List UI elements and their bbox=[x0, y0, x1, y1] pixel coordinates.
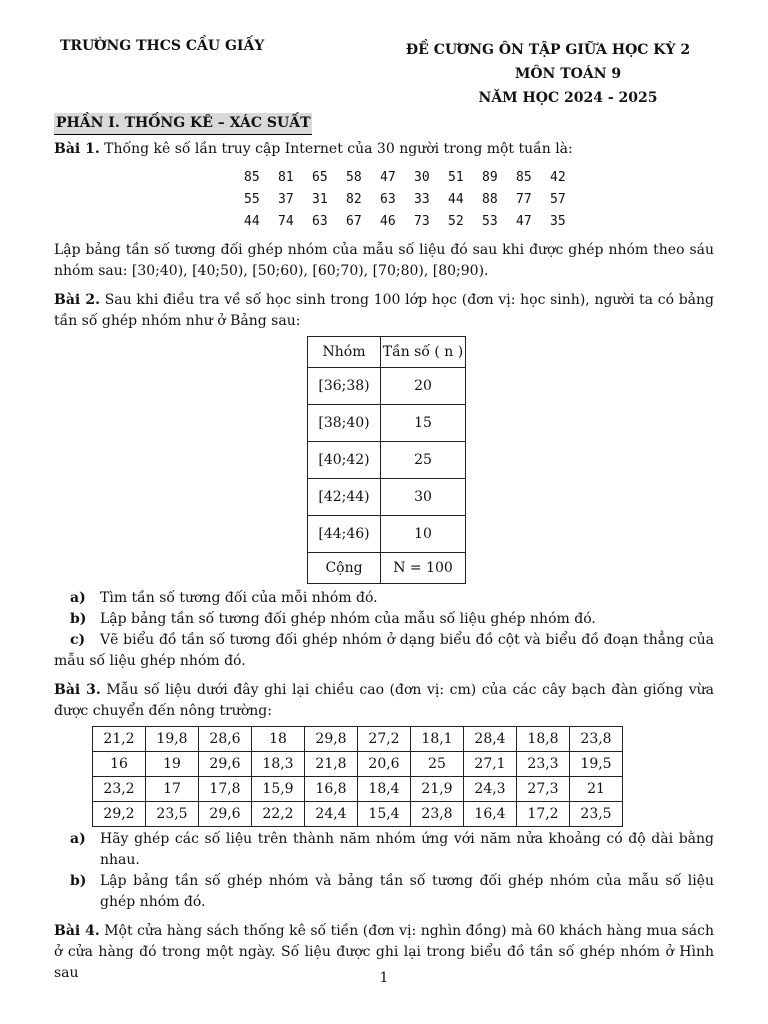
bai1-data-grid bbox=[244, 166, 584, 232]
height-cell: 29,2 bbox=[93, 802, 146, 827]
bai2-frequency-table bbox=[307, 336, 466, 584]
height-cell: 16,4 bbox=[464, 802, 517, 827]
page-number: 1 bbox=[379, 970, 389, 986]
list-item bbox=[54, 829, 714, 871]
bai3-height-table bbox=[92, 726, 623, 827]
height-cell: 27,2 bbox=[358, 727, 411, 752]
bai1-text: Thống kê số lần truy cập Internet của 30 người trong một tuần là: bbox=[99, 141, 573, 157]
data-cell: 53 bbox=[482, 213, 498, 229]
bai1-text2: Lập bảng tần số tương đối ghép nhóm của mẫu số liệu đó sau khi được ghép nhóm theo sáu nhóm sau: bbox=[54, 242, 714, 279]
item-text: Lập bảng tần số ghép nhóm và bảng tần số tương đối ghép nhóm của mẫu số liệu ghép nhóm đó. bbox=[100, 873, 714, 910]
height-cell: 23,2 bbox=[93, 777, 146, 802]
school-name: TRƯỜNG THCS CẦU GIẤY bbox=[60, 38, 265, 54]
data-cell: 77 bbox=[516, 191, 532, 207]
group-cell: [44;46) bbox=[308, 516, 381, 553]
height-cell: 23,8 bbox=[411, 802, 464, 827]
table-row bbox=[308, 405, 466, 442]
bai1-instruction bbox=[54, 240, 714, 282]
table-row bbox=[93, 727, 623, 752]
list-item bbox=[54, 588, 714, 609]
bai3-subquestions bbox=[54, 829, 714, 913]
main-content bbox=[54, 113, 714, 984]
heading-line-1: ĐỀ CƯƠNG ÔN TẬP GIỮA HỌC KỲ 2 bbox=[405, 42, 691, 58]
frequency-cell: 15 bbox=[381, 405, 466, 442]
frequency-cell: 10 bbox=[381, 516, 466, 553]
height-cell: 27,3 bbox=[517, 777, 570, 802]
data-cell: 47 bbox=[516, 213, 532, 229]
height-cell: 18,3 bbox=[252, 752, 305, 777]
bai1-intervals: [30;40), [40;50), [50;60), [60;70), [70;80), [80;90). bbox=[131, 263, 489, 279]
frequency-cell: 30 bbox=[381, 479, 466, 516]
height-cell: 18,8 bbox=[517, 727, 570, 752]
group-cell: [38;40) bbox=[308, 405, 381, 442]
height-cell: 23,8 bbox=[570, 727, 623, 752]
col-header-group: Nhóm bbox=[308, 337, 381, 368]
data-cell: 89 bbox=[482, 169, 498, 185]
height-cell: 18,1 bbox=[411, 727, 464, 752]
document-heading bbox=[398, 38, 698, 110]
data-cell: 35 bbox=[550, 213, 566, 229]
height-cell: 24,3 bbox=[464, 777, 517, 802]
item-text: Vẽ biểu đồ tần số tương đối ghép nhóm ở dạng biểu đồ cột và biểu đồ đoạn thẳng của mẫu số liệu ghép nhóm đó. bbox=[54, 632, 714, 669]
height-cell: 24,4 bbox=[305, 802, 358, 827]
data-cell: 30 bbox=[414, 169, 430, 185]
height-cell: 28,6 bbox=[199, 727, 252, 752]
data-row bbox=[244, 166, 584, 188]
bai2-prompt bbox=[54, 290, 714, 332]
section-title: PHẦN I. THỐNG KÊ – XÁC SUẤT bbox=[54, 113, 312, 135]
heading-line-3: NĂM HỌC 2024 - 2025 bbox=[478, 90, 658, 106]
data-row bbox=[244, 188, 584, 210]
list-item bbox=[54, 630, 714, 672]
data-cell: 37 bbox=[278, 191, 294, 207]
data-cell: 46 bbox=[380, 213, 396, 229]
table-row bbox=[308, 368, 466, 405]
height-cell: 15,9 bbox=[252, 777, 305, 802]
height-cell: 22,2 bbox=[252, 802, 305, 827]
bai2-subquestions bbox=[54, 588, 714, 672]
frequency-cell: 25 bbox=[381, 442, 466, 479]
table-row bbox=[308, 479, 466, 516]
height-cell: 23,5 bbox=[570, 802, 623, 827]
data-cell: 88 bbox=[482, 191, 498, 207]
data-cell: 33 bbox=[414, 191, 430, 207]
item-text: Tìm tần số tương đối của mỗi nhóm đó. bbox=[100, 590, 378, 606]
heading-line-2: MÔN TOÁN 9 bbox=[514, 66, 622, 82]
data-cell: 42 bbox=[550, 169, 566, 185]
bai2-label: Bài 2. bbox=[54, 292, 100, 308]
data-cell: 81 bbox=[278, 169, 294, 185]
item-label: a) bbox=[70, 590, 86, 606]
bai3-label: Bài 3. bbox=[54, 682, 101, 698]
height-cell: 20,6 bbox=[358, 752, 411, 777]
height-cell: 25 bbox=[411, 752, 464, 777]
height-cell: 29,6 bbox=[199, 752, 252, 777]
data-cell: 85 bbox=[244, 169, 260, 185]
item-text: Lập bảng tần số tương đối ghép nhóm của mẫu số liệu ghép nhóm đó. bbox=[100, 611, 596, 627]
data-cell: 47 bbox=[380, 169, 396, 185]
height-cell: 29,8 bbox=[305, 727, 358, 752]
group-cell: [36;38) bbox=[308, 368, 381, 405]
data-cell: 82 bbox=[346, 191, 362, 207]
data-cell: 67 bbox=[346, 213, 362, 229]
data-cell: 51 bbox=[448, 169, 464, 185]
data-cell: 31 bbox=[312, 191, 328, 207]
bai1-label: Bài 1. bbox=[54, 141, 100, 157]
col-header-frequency: Tần số ( n ) bbox=[381, 337, 466, 368]
data-cell: 74 bbox=[278, 213, 294, 229]
frequency-cell: 20 bbox=[381, 368, 466, 405]
data-cell: 58 bbox=[346, 169, 362, 185]
data-cell: 73 bbox=[414, 213, 430, 229]
table-row bbox=[93, 802, 623, 827]
data-cell: 57 bbox=[550, 191, 566, 207]
height-cell: 18 bbox=[252, 727, 305, 752]
height-cell: 23,3 bbox=[517, 752, 570, 777]
height-cell: 21,2 bbox=[93, 727, 146, 752]
height-cell: 18,4 bbox=[358, 777, 411, 802]
table-row bbox=[308, 516, 466, 553]
data-cell: 44 bbox=[448, 191, 464, 207]
height-cell: 21,9 bbox=[411, 777, 464, 802]
table-row bbox=[308, 442, 466, 479]
list-item bbox=[54, 871, 714, 913]
height-cell: 28,4 bbox=[464, 727, 517, 752]
height-cell: 16,8 bbox=[305, 777, 358, 802]
table-row bbox=[93, 752, 623, 777]
bai3-prompt bbox=[54, 680, 714, 722]
group-cell: [40;42) bbox=[308, 442, 381, 479]
height-cell: 17 bbox=[146, 777, 199, 802]
bai1-prompt bbox=[54, 139, 714, 160]
height-cell: 15,4 bbox=[358, 802, 411, 827]
group-cell: [42;44) bbox=[308, 479, 381, 516]
height-cell: 19,8 bbox=[146, 727, 199, 752]
item-label: a) bbox=[70, 831, 86, 847]
height-cell: 17,8 bbox=[199, 777, 252, 802]
item-label: b) bbox=[70, 611, 87, 627]
height-cell: 17,2 bbox=[517, 802, 570, 827]
height-cell: 27,1 bbox=[464, 752, 517, 777]
height-cell: 23,5 bbox=[146, 802, 199, 827]
item-label: c) bbox=[70, 632, 86, 648]
height-cell: 21 bbox=[570, 777, 623, 802]
list-item bbox=[54, 609, 714, 630]
bai2-text: Sau khi điều tra về số học sinh trong 100 lớp học (đơn vị: học sinh), người ta có bảng tần số ghép nhóm như ở Bảng sau: bbox=[54, 292, 715, 329]
bai4-label: Bài 4. bbox=[54, 923, 100, 939]
data-cell: 63 bbox=[312, 213, 328, 229]
item-text: Hãy ghép các số liệu trên thành năm nhóm ứng với năm nửa khoảng có độ dài bằng nhau. bbox=[100, 831, 714, 868]
data-cell: 85 bbox=[516, 169, 532, 185]
height-cell: 16 bbox=[93, 752, 146, 777]
bai4-text: Một cửa hàng sách thống kê số tiền (đơn vị: nghìn đồng) mà 60 khách hàng mua sách ở cửa hàng đó trong một ngày. Số liệu được ghi lại trong biểu đồ tần số ghép nhóm ở Hình sau bbox=[54, 923, 714, 981]
data-cell: 63 bbox=[380, 191, 396, 207]
data-cell: 55 bbox=[244, 191, 260, 207]
table-row bbox=[93, 777, 623, 802]
data-cell: 65 bbox=[312, 169, 328, 185]
height-cell: 19 bbox=[146, 752, 199, 777]
bai3-text: Mẫu số liệu dưới đây ghi lại chiều cao (đơn vị: cm) của các cây bạch đàn giống vừa được chuyển đến nông trường: bbox=[54, 682, 715, 719]
total-label: Cộng bbox=[308, 553, 381, 584]
total-value: N = 100 bbox=[381, 553, 466, 584]
data-cell: 44 bbox=[244, 213, 260, 229]
height-cell: 19,5 bbox=[570, 752, 623, 777]
item-label: b) bbox=[70, 873, 87, 889]
data-cell: 52 bbox=[448, 213, 464, 229]
height-cell: 29,6 bbox=[199, 802, 252, 827]
data-row bbox=[244, 210, 584, 232]
height-cell: 21,8 bbox=[305, 752, 358, 777]
